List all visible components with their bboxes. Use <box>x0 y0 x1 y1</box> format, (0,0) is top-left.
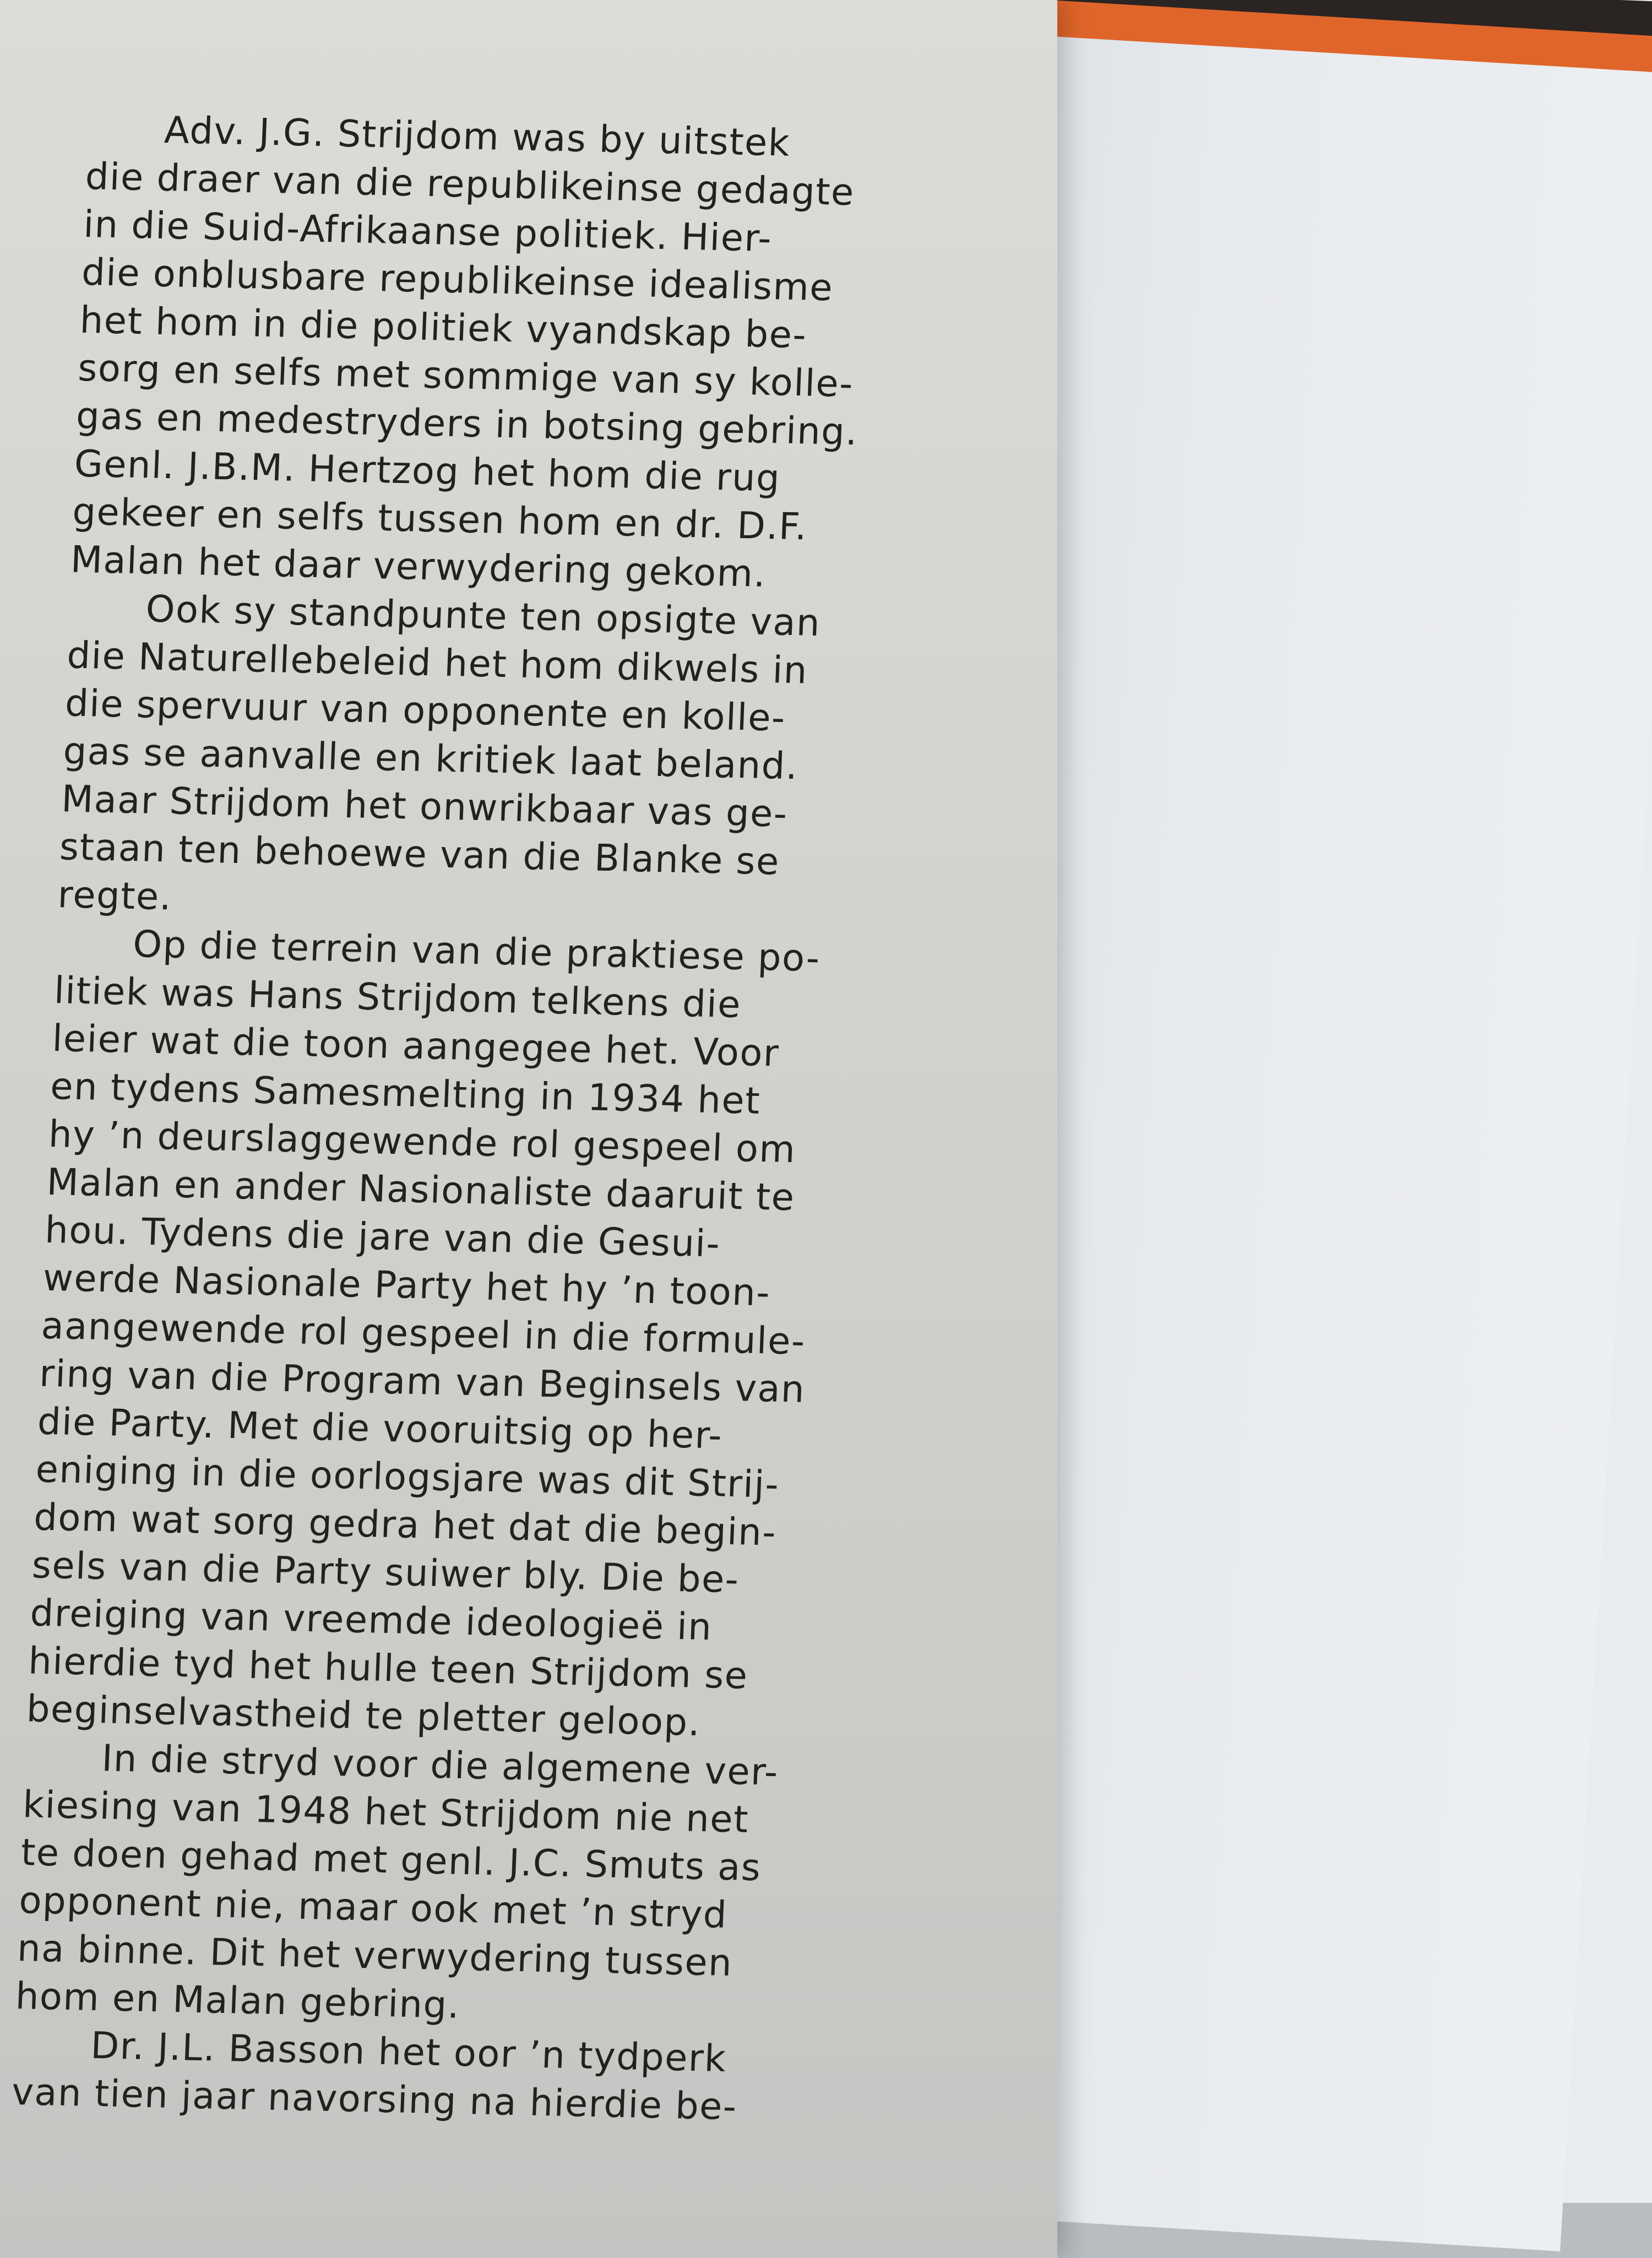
text-line: Malan het daar verwydering gekom. <box>69 538 767 595</box>
text-line: opponent nie, maar ook met ’n stryd <box>18 1879 729 1937</box>
text-line: van tien jaar navorsing na hierdie be- <box>10 2070 738 2129</box>
body-text <box>11 105 925 2134</box>
text-line: Ook sy standpunte ten opsigte van <box>145 587 822 645</box>
text-line: leier wat die toon aangegee het. Voor <box>51 1017 780 1075</box>
text-line: en tydens Samesmelting in 1934 het <box>50 1064 762 1122</box>
paragraph-1 <box>70 105 925 601</box>
paragraph-5 <box>11 2020 851 2134</box>
text-line: regte. <box>57 873 173 919</box>
text-line: gekeer en selfs tussen hom en dr. D.F. <box>72 490 808 549</box>
text-line: het hom in die politiek vyandskap be- <box>79 298 808 357</box>
text-line: hy ’n deurslaggewende rol gespeel om <box>47 1112 797 1171</box>
text-line: Malan en ander Nasionaliste daaruit te <box>46 1160 796 1219</box>
text-line: werde Nasionale Party het hy ’n toon- <box>42 1256 771 1315</box>
text-line: die spervuur van opponente en kolle- <box>64 681 787 740</box>
text-line: die Party. Met die vooruitsig op her- <box>36 1399 724 1457</box>
text-line: in die Suid-Afrikaanse politiek. Hier- <box>83 202 773 260</box>
text-line: staan ten behoewe van die Blanke se <box>58 825 781 883</box>
text-line: sorg en selfs met sommige van sy kolle- <box>77 346 855 406</box>
text-line: dom wat sorg gedra het dat die begin- <box>32 1495 778 1554</box>
text-line: hou. Tydens die jare van die Gesui- <box>44 1208 721 1266</box>
text-line: die Naturellebeleid het hom dikwels in <box>66 633 809 692</box>
text-line: hierdie tyd het hulle teen Strijdom se <box>27 1639 749 1697</box>
text-line: die onblusbare republikeinse idealisme <box>80 250 834 310</box>
text-line: In die stryd voor die algemene ver- <box>101 1736 780 1794</box>
paragraph-4 <box>14 1733 862 2038</box>
text-line: beginselvastheid te pletter geloop. <box>25 1687 702 1744</box>
text-line: eniging in die oorlogsjare was dit Strij- <box>35 1447 780 1506</box>
paragraph-2 <box>57 583 906 936</box>
text-line: hom en Malan gebring. <box>14 1974 461 2027</box>
text-line: Dr. J.L. Basson het oor ’n tydperk <box>90 2023 727 2081</box>
text-line: na binne. Dit het verwydering tussen <box>16 1926 733 1985</box>
text-line: Maar Strijdom het onwrikbaar vas ge- <box>61 777 789 835</box>
text-line: Op die terrein van die praktiese po- <box>132 922 822 980</box>
text-line: Genl. J.B.M. Hertzog het hom die rug <box>73 442 781 500</box>
text-line: ring van die Program van Beginsels van <box>39 1351 806 1411</box>
text-line: kiesing van 1948 het Strijdom nie net <box>21 1783 750 1841</box>
text-line: gas en medestryders in botsing gebring. <box>75 394 859 454</box>
paragraph-3 <box>25 919 893 1750</box>
text-line: dreiging van vreemde ideologieë in <box>29 1591 713 1649</box>
text-line: Adv. J.G. Strijdom was by uitstek <box>163 108 791 165</box>
page-text-area <box>11 105 925 2134</box>
text-line: sels van die Party suiwer bly. Die be- <box>31 1543 740 1602</box>
text-line: gas se aanvalle en kritiek laat beland. <box>62 729 800 788</box>
text-line: aangewende rol gespeel in die formule- <box>40 1304 807 1363</box>
text-line: litiek was Hans Strijdom telkens die <box>53 969 742 1027</box>
text-line: te doen gehad met genl. J.C. Smuts as <box>20 1831 762 1890</box>
text-line: die draer van die republikeinse gedagte <box>84 154 856 214</box>
